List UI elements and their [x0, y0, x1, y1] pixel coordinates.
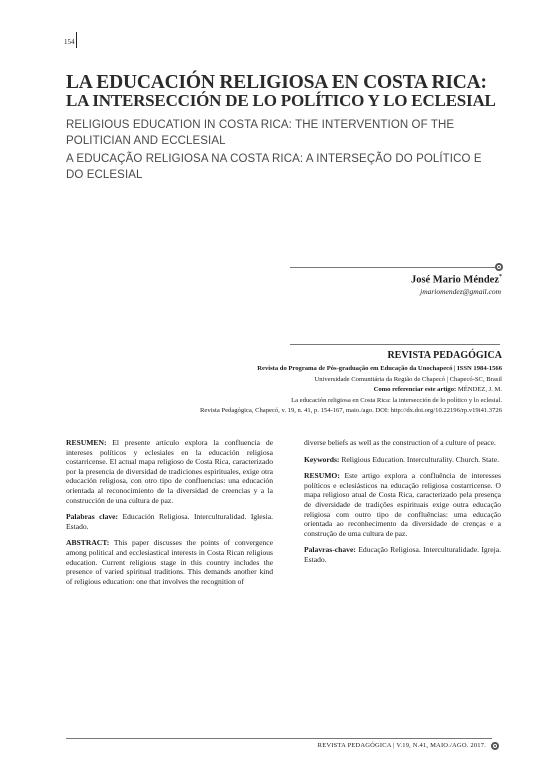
resumo-paragraph — [304, 471, 501, 538]
journal-divider — [290, 344, 500, 345]
citation-line — [122, 385, 502, 396]
resumen-label: RESUMEN: — [66, 438, 107, 447]
left-column — [66, 438, 273, 593]
keywords-label: Keywords: — [304, 454, 340, 464]
journal-info — [122, 350, 502, 417]
journal-program: Revista do Programa de Pós-graduação em Educação da Unochapecó | ISSN 1984-1566 — [257, 365, 502, 372]
palavras-chave-text: Educação Religiosa. Interculturalidade. Igreja. Estado. — [304, 545, 501, 564]
author-email[interactable]: jmariomendez@gmail.com — [420, 287, 501, 296]
palavras-chave-paragraph — [304, 545, 501, 564]
palavras-chave-label: Palavras-chave: — [304, 545, 356, 555]
author-divider — [290, 267, 498, 268]
palabras-clave-text: Educación Religiosa. Interculturalidad. Iglesia. Estado. — [66, 512, 273, 531]
divider-circle-icon — [495, 263, 503, 271]
resumen-text: El presente artículo explora la confluencia de intereses políticos y eclesiales en la educación religiosa costarricense. El actual mapa religioso de Costa Rica, caracterizado por la presencia de diversidad de tradiciones espirituales, exige otra educación religiosa, con otro tipo de confluencias: una educación orientada al reconocimiento de la diversidad de creencias y a la construcción de una cultura de paz. — [66, 438, 273, 505]
citation-label: Como referenciar este artigo: — [373, 386, 457, 393]
title-portuguese: A EDUCAÇÃO RELIGIOSA NA COSTA RICA: A INTERSEÇÃO DO POLÍTICO E DO ECLESIAL — [66, 153, 482, 181]
abstract-continuation: diverse beliefs as well as the construction of a culture of peace. — [304, 438, 496, 447]
right-column — [304, 438, 501, 572]
abstract-paragraph — [66, 538, 273, 586]
page-number: 154 — [64, 38, 75, 46]
journal-name: REVISTA PEDAGÓGICA — [387, 350, 502, 361]
abstract-text: This paper discusses the points of convergence among political and ecclesiastical interests in Costa Rican religious education. Current religious stage in this country includes the presence of varied spiritual traditions. This demands another kind of religious education: one that involves the recognition of — [66, 538, 273, 586]
author-block — [411, 274, 502, 286]
resumo-label: RESUMO: — [304, 471, 340, 481]
title-spanish-line1: LA EDUCACIÓN RELIGIOSA EN COSTA RICA: — [66, 72, 487, 93]
title-spanish — [66, 74, 506, 110]
footer-circle-icon — [491, 742, 499, 750]
title-spanish-line2: LA INTERSECCIÓN DE LO POLÍTICO Y LO ECLESIAL — [66, 91, 496, 110]
resumen-paragraph — [66, 438, 273, 505]
footer-text: REVISTA PEDAGÓGICA | V.19, N.41, MAIO./AGO. 2017. — [317, 742, 486, 749]
citation-reference[interactable]: Revista Pedagógica, Chapecó, v. 19, n. 41, p. 154-167, maio./ago. DOI: http://dx.doi.org/10.22196/rp.v19i41.3726 — [200, 407, 502, 414]
author-name: José Mario Méndez — [410, 274, 499, 286]
author-footnote-marker: * — [499, 274, 502, 280]
resumo-text: Este artigo explora a confluência de interesses políticos e eclesiásticos na educação religiosa costarricense. O mapa religioso atual de Costa Rica, caracterizado pela presença de diversidade de tradições espirituais exige outra educação religiosa com outro tipo de confluências: uma educação orientada ao reconhecimento da diversidade de crenças e a construção de uma cultura de paz. — [304, 471, 501, 538]
abstract-label: ABSTRACT: — [66, 538, 110, 548]
journal-university: Universidade Comunitária da Região de Chapecó | Chapecó-SC, Brasil — [314, 375, 502, 383]
palabras-clave-label: Palabras clave: — [66, 512, 119, 522]
title-english: RELIGIOUS EDUCATION IN COSTA RICA: THE INTERVENTION OF THE POLITICIAN AND ECCLESIAL — [66, 119, 455, 147]
citation-author: MÉNDEZ, J. M. — [456, 386, 502, 393]
citation-title: La educación religiosa en Costa Rica: la intersección de lo político y lo eclesial. — [291, 396, 502, 404]
keywords-text: Religious Education. Interculturality. Church. State. — [339, 454, 500, 464]
page-number-divider — [76, 32, 77, 48]
footer-divider — [66, 738, 492, 739]
palabras-clave-paragraph — [66, 512, 273, 531]
keywords-paragraph — [304, 455, 501, 465]
